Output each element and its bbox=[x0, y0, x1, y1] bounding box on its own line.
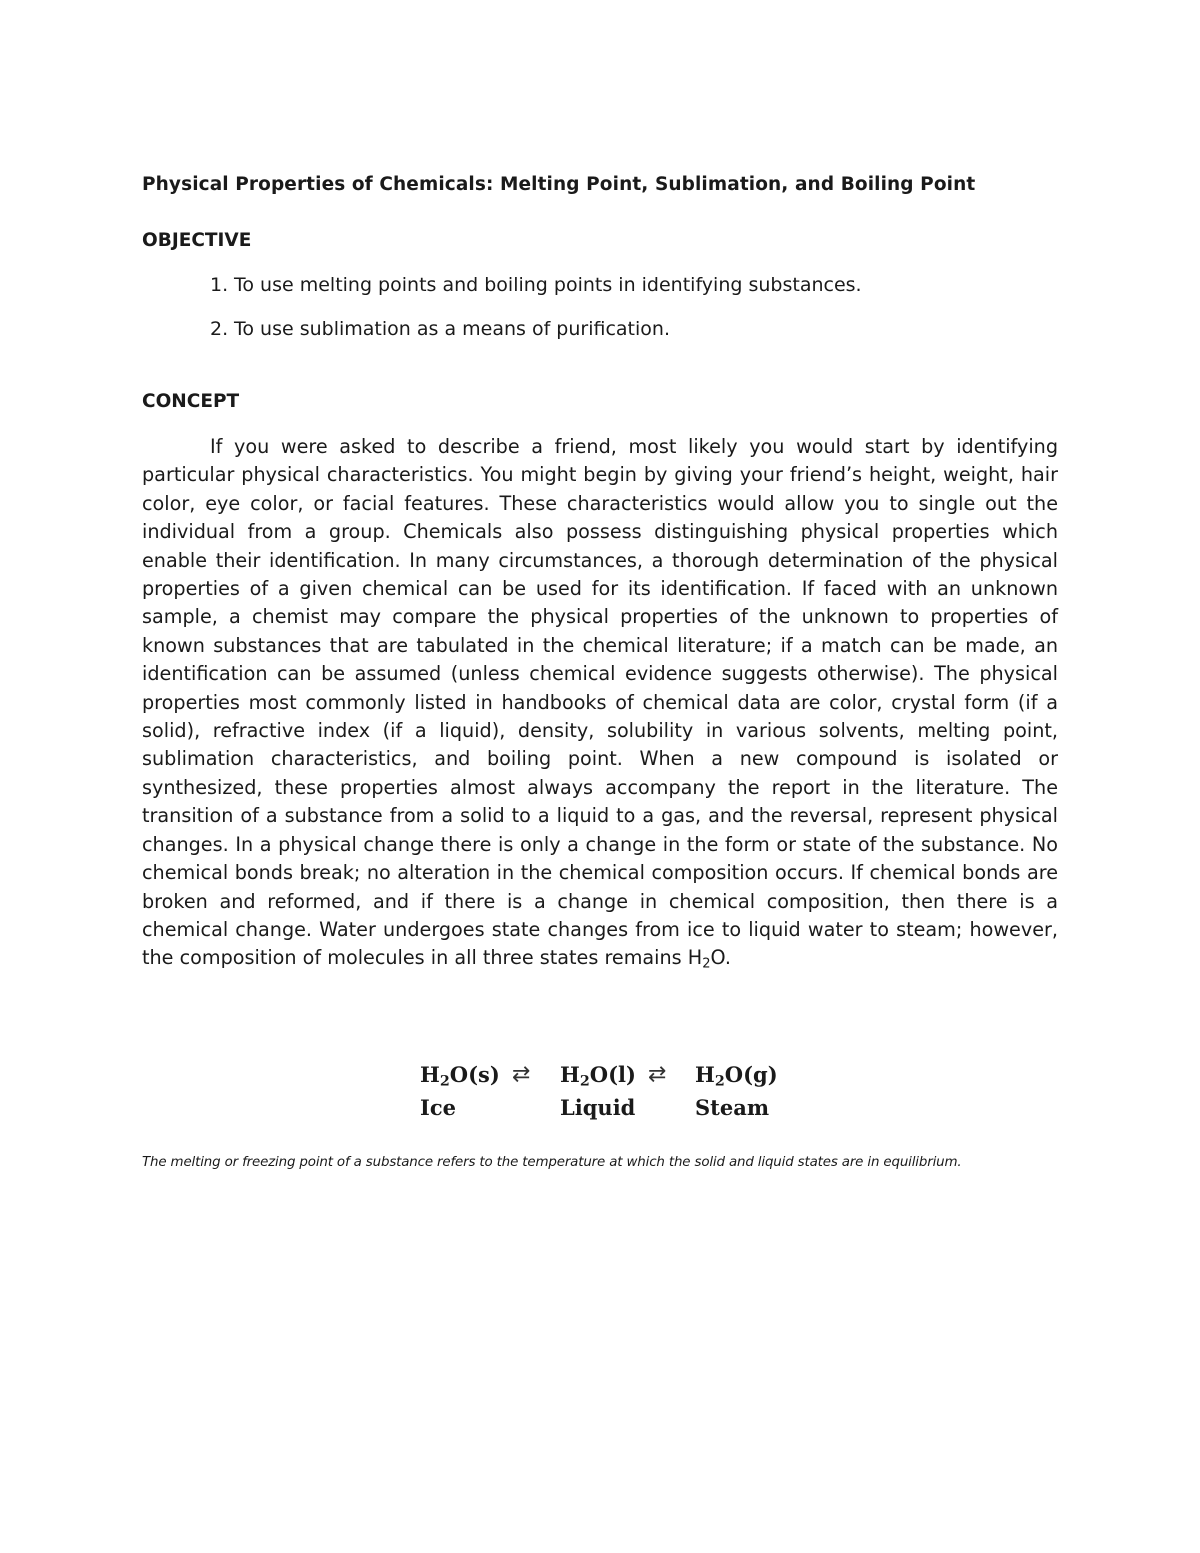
list-item-number: 1. bbox=[210, 274, 229, 296]
list-item bbox=[210, 272, 862, 298]
list-item-text: To use sublimation as a means of purification. bbox=[234, 318, 670, 340]
state-label-ice: Ice bbox=[420, 1095, 456, 1120]
state-label-steam: Steam bbox=[695, 1095, 770, 1120]
document-title: Physical Properties of Chemicals: Melting Point, Sublimation, and Boiling Point bbox=[142, 174, 976, 195]
concept-paragraph-text: If you were asked to describe a friend, most likely you would start by identifying particular physical characteristics. You might begin by giving your friend’s height, weight, hair color, eye color, or facial features. These characteristics would allow you to single out the individual from a group. Chemicals also possess distinguishing physical properties which enable their identification. In many circumstances, a thorough determination of the physical properties of a given chemical can be used for its identification. If faced with an unknown sample, a chemist may compare the physical properties of the unknown to properties of known substances that are tabulated in the chemical literature; if a match can be made, an identification can be assumed (unless chemical evidence suggests otherwise). The physical properties most commonly listed in handbooks of chemical data are color, crystal form (if a solid), refractive index (if a liquid), density, solubility in various solvents, melting point, sublimation characteristics, and boiling point. When a new compound is isolated or synthesized, these properties almost always accompany the report in the literature. The transition of a substance from a solid to a liquid to a gas, and the reversal, represent physical changes. In a physical change there is only a change in the form or state of the substance. No chemical bonds break; no alteration in the chemical composition occurs. If chemical bonds are broken and reformed, and if there is a change in chemical composition, then there is a chemical change. Water undergoes state changes from ice to liquid water to steam; however, the composition of molecules in all three states remains H bbox=[142, 435, 1058, 970]
concept-paragraph bbox=[142, 433, 1058, 973]
list-item bbox=[210, 316, 862, 342]
formula-liquid: $H_2O(l)$ bbox=[560, 1062, 636, 1090]
concept-heading: CONCEPT bbox=[142, 391, 240, 412]
equilibrium-arrow-icon: ⇄ bbox=[512, 1062, 531, 1087]
formula-gas: $H_2O(g)$ bbox=[695, 1062, 778, 1090]
formula-solid: $H_2O(s)$ bbox=[420, 1062, 500, 1090]
state-label-liquid: Liquid bbox=[560, 1095, 636, 1120]
list-item-text: To use melting points and boiling points in identifying substances. bbox=[234, 274, 862, 296]
list-item-number: 2. bbox=[210, 318, 229, 340]
equation-caption: The melting or freezing point of a substance refers to the temperature at which the solid and liquid states are in equilibrium. bbox=[142, 1155, 962, 1170]
objective-heading: OBJECTIVE bbox=[142, 230, 252, 251]
subscript-text: 2 bbox=[702, 956, 711, 972]
objectives-list bbox=[210, 272, 862, 360]
equilibrium-arrow-icon: ⇄ bbox=[648, 1062, 667, 1087]
concept-paragraph-end: O. bbox=[710, 946, 731, 970]
